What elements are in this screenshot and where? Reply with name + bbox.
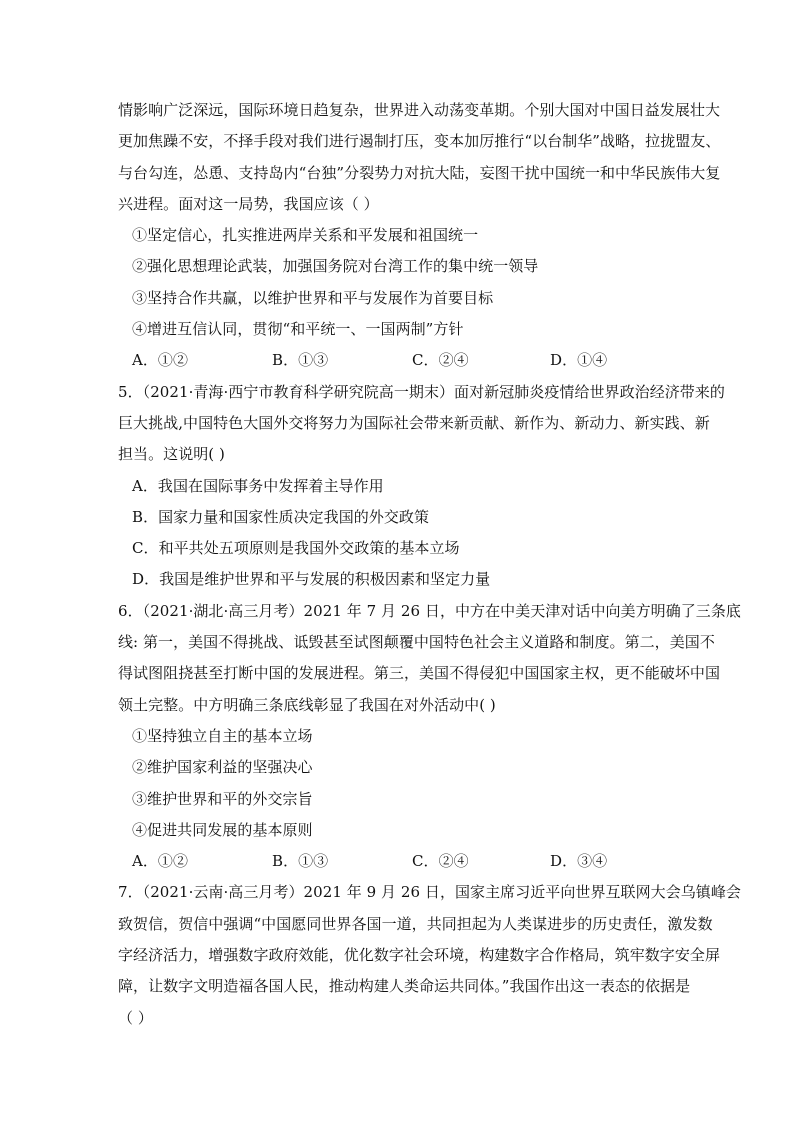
choice-a[interactable]: A．我国在国际事务中发挥着主导作用 xyxy=(132,476,384,495)
question-stem-line: 7．（2021·云南·高三月考）2021 年 9 月 26 日，国家主席习近平向世界互联网大会乌镇峰会 xyxy=(118,883,741,902)
question-stem-line: 障，让数字文明造福各国人民，推动构建人类命运共同体。”我国作出这一表态的依据是 xyxy=(118,977,691,996)
statement-2: ②强化思想理论武装，加强国务院对台湾工作的集中统一领导 xyxy=(132,257,539,276)
option-b[interactable]: B．①③ xyxy=(272,852,329,871)
option-a[interactable]: A．①② xyxy=(132,351,189,370)
choice-d[interactable]: D．我国是维护世界和平与发展的积极因素和坚定力量 xyxy=(132,570,491,589)
choice-b[interactable]: B．国家力量和国家性质决定我国的外交政策 xyxy=(132,507,430,526)
question-stem-line: （ ） xyxy=(118,1008,153,1027)
option-d[interactable]: D．③④ xyxy=(550,852,608,871)
question-content xyxy=(118,95,741,1034)
statement-1: ①坚持独立自主的基本立场 xyxy=(132,726,313,745)
stem-line: 与台勾连，怂恿、支持岛内“台独”分裂势力对抗大陆，妄图干扰中国统一和中华民族伟大复 xyxy=(118,163,721,182)
answer-options xyxy=(118,846,678,877)
option-a[interactable]: A．①② xyxy=(132,852,189,871)
statement-3: ③维护世界和平的外交宗旨 xyxy=(132,789,313,808)
question-stem-line: 得试图阻挠甚至打断中国的发展进程。第三，美国不得侵犯中国国家主权，更不能破坏中国 xyxy=(118,664,721,683)
statement-2: ②维护国家利益的坚强决心 xyxy=(132,758,313,777)
question-stem-line: 线: 第一，美国不得挑战、诋毁甚至试图颠覆中国特色社会主义道路和制度。第二，美国不 xyxy=(118,633,715,652)
question-stem-line: 致贺信，贺信中强调“中国愿同世界各国一道，共同担起为人类谋进步的历史责任，激发数 xyxy=(118,914,713,933)
option-c[interactable]: C．②④ xyxy=(412,351,469,370)
question-stem-line: 6．（2021·湖北·高三月考）2021 年 7 月 26 日，中方在中美天津对话中向美方明确了三条底 xyxy=(118,601,741,620)
stem-line: 情影响广泛深远，国际环境日趋复杂，世界进入动荡变革期。个别大国对中国日益发展壮大 xyxy=(118,101,721,119)
choice-c[interactable]: C．和平共处五项原则是我国外交政策的基本立场 xyxy=(132,539,460,558)
statement-4: ④增进互信认同，贯彻“和平统一、一国两制”方针 xyxy=(132,320,464,339)
statement-3: ③坚持合作共赢，以维护世界和平与发展作为首要目标 xyxy=(132,288,494,307)
statement-1: ①坚定信心，扎实推进两岸关系和平发展和祖国统一 xyxy=(132,226,479,245)
question-stem-line: 领土完整。中方明确三条底线彰显了我国在对外活动中( ) xyxy=(118,695,496,714)
option-d[interactable]: D．①④ xyxy=(550,351,608,370)
stem-line: 更加焦躁不安，不择手段对我们进行遏制打压，变本加厉推行“以台制华”战略，拉拢盟友、 xyxy=(118,132,721,151)
answer-options xyxy=(118,345,678,376)
statement-4: ④促进共同发展的基本原则 xyxy=(132,820,313,839)
question-5 xyxy=(118,377,725,596)
question-6 xyxy=(118,596,741,878)
question-stem-line: 担当。这说明( ) xyxy=(118,445,225,464)
stem-line: 兴进程。面对这一局势，我国应该（ ） xyxy=(118,194,379,213)
option-b[interactable]: B．①③ xyxy=(272,351,329,370)
question-stem-line: 字经济活力，增强数字政府效能，优化数字社会环境，构建数字合作格局，筑牢数字安全屏 xyxy=(118,946,721,965)
option-c[interactable]: C．②④ xyxy=(412,852,469,871)
question-stem-line: 5．（2021·青海·西宁市教育科学研究院高一期末）面对新冠肺炎疫情给世界政治经济带来的 xyxy=(118,382,725,401)
question-stem-line: 巨大挑战,中国特色大国外交将努力为国际社会带来新贡献、新作为、新动力、新实践、新 xyxy=(118,413,710,432)
question-7 xyxy=(118,877,741,1033)
question-4-continuation xyxy=(118,95,721,377)
